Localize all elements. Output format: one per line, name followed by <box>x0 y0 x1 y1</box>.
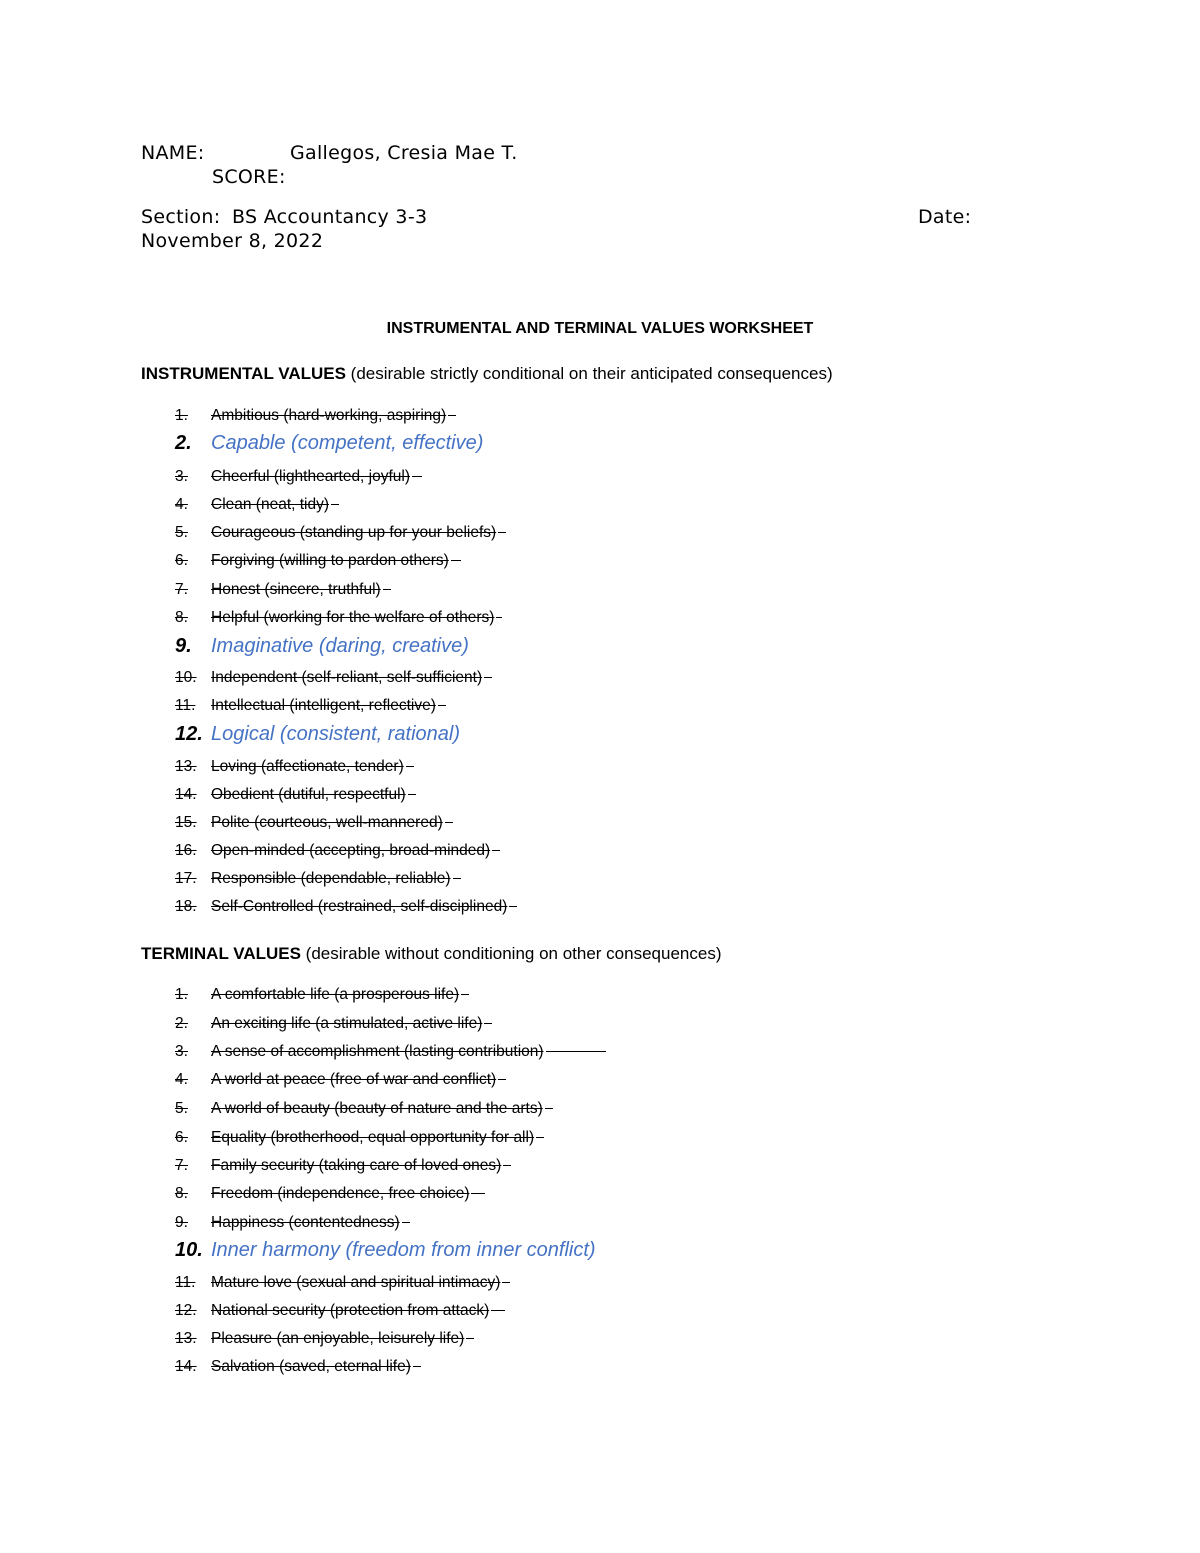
instrumental-description: (desirable strictly conditional on their anticipated consequences) <box>345 364 833 383</box>
terminal-value-item <box>175 1358 421 1376</box>
item-number: 16. <box>175 842 197 859</box>
item-number: 8. <box>175 609 188 626</box>
instrumental-heading <box>141 364 833 384</box>
strike-tail-line <box>484 1023 492 1024</box>
struck-value-text: Family security (taking care of loved ones) <box>211 1157 502 1174</box>
strike-tail-line <box>406 766 414 767</box>
terminal-value-item <box>175 1157 511 1175</box>
struck-value-text: Helpful (working for the welfare of others) <box>211 609 495 626</box>
struck-value-text: An exciting life (a stimulated, active life) <box>211 1015 483 1032</box>
struck-value-text: Intellectual (intelligent, reflective) <box>211 697 436 714</box>
date-value: November 8, 2022 <box>141 230 324 252</box>
item-number: 7. <box>175 581 188 598</box>
instrumental-value-item <box>175 432 483 455</box>
strike-tail-line <box>412 476 422 477</box>
instrumental-value-item <box>175 786 416 804</box>
item-number: 4. <box>175 496 188 513</box>
strike-tail-line <box>383 589 391 590</box>
instrumental-value-item <box>175 581 391 599</box>
terminal-value-item <box>175 1015 492 1033</box>
item-number: 2. <box>175 1015 188 1032</box>
terminal-value-item <box>175 1043 606 1061</box>
item-number: 5. <box>175 524 188 541</box>
struck-value-text: Happiness (contentedness) <box>211 1214 400 1231</box>
strike-tail-line <box>331 504 339 505</box>
strike-tail-line <box>408 794 416 795</box>
item-number: 15. <box>175 814 197 831</box>
item-number: 12. <box>175 1302 197 1319</box>
instrumental-value-item <box>175 635 469 658</box>
terminal-value-item <box>175 1129 544 1147</box>
item-number: 5. <box>175 1100 188 1117</box>
strike-tail-line <box>503 1165 511 1166</box>
instrumental-value-item <box>175 723 460 746</box>
struck-value-text: Forgiving (willing to pardon others) <box>211 552 449 569</box>
instrumental-value-item <box>175 524 506 542</box>
selected-value-text: Capable (competent, effective) <box>211 432 484 454</box>
instrumental-value-item <box>175 697 446 715</box>
strike-tail-line <box>496 617 502 618</box>
struck-value-text: Obedient (dutiful, respectful) <box>211 786 406 803</box>
struck-value-text: A world at peace (free of war and conflict) <box>211 1071 497 1088</box>
strike-tail-line <box>492 850 500 851</box>
instrumental-value-item <box>175 898 517 916</box>
strike-tail-line <box>451 560 461 561</box>
struck-value-text: Responsible (dependable, reliable) <box>211 870 451 887</box>
struck-value-text: Salvation (saved, eternal life) <box>211 1358 411 1375</box>
name-label: NAME: <box>141 142 205 164</box>
instrumental-value-item <box>175 870 461 888</box>
item-number: 18. <box>175 898 197 915</box>
terminal-value-item <box>175 1330 474 1348</box>
strike-tail-line <box>448 415 456 416</box>
item-number: 17. <box>175 870 197 887</box>
strike-tail-line <box>461 994 469 995</box>
struck-value-text: Polite (courteous, well-mannered) <box>211 814 443 831</box>
terminal-value-item <box>175 1274 510 1292</box>
selected-value-text: Logical (consistent, rational) <box>211 723 461 745</box>
struck-value-text: Courageous (standing up for your beliefs) <box>211 524 497 541</box>
terminal-value-item <box>175 1214 410 1232</box>
item-number: 13. <box>175 758 197 775</box>
instrumental-value-item <box>175 669 492 687</box>
terminal-heading-label: TERMINAL VALUES <box>141 944 301 963</box>
item-number: 11. <box>175 1274 196 1291</box>
strike-tail-line <box>545 1108 553 1109</box>
terminal-value-item <box>175 1100 553 1118</box>
strike-tail-line <box>484 677 492 678</box>
instrumental-value-item <box>175 468 422 486</box>
item-number: 4. <box>175 1071 188 1088</box>
strike-tail-line <box>498 1079 506 1080</box>
strike-tail-line <box>502 1282 510 1283</box>
strike-tail-line <box>413 1366 421 1367</box>
strike-tail-line <box>453 878 461 879</box>
struck-value-text: A sense of accomplishment (lasting contribution) <box>211 1043 544 1060</box>
terminal-value-item <box>175 1302 505 1320</box>
terminal-value-item <box>175 986 469 1004</box>
terminal-heading <box>141 944 721 964</box>
struck-value-text: A comfortable life (a prosperous life) <box>211 986 460 1003</box>
terminal-value-item <box>175 1239 596 1262</box>
section-label: Section: <box>141 206 221 228</box>
strike-tail-line <box>498 532 506 533</box>
strike-tail-line <box>445 822 453 823</box>
item-number: 10. <box>175 669 197 686</box>
struck-value-text: National security (protection from attack) <box>211 1302 490 1319</box>
instrumental-value-item <box>175 552 461 570</box>
selected-value-text: Imaginative (daring, creative) <box>211 635 469 657</box>
selected-value-text: Inner harmony (freedom from inner conflict) <box>211 1239 596 1261</box>
struck-value-text: Honest (sincere, truthful) <box>211 581 381 598</box>
item-number: 2. <box>175 432 192 454</box>
instrumental-value-item <box>175 609 502 627</box>
item-number: 6. <box>175 552 188 569</box>
section-value: BS Accountancy 3-3 <box>232 206 428 228</box>
item-number: 13. <box>175 1330 197 1347</box>
struck-value-text: Equality (brotherhood, equal opportunity for all) <box>211 1129 535 1146</box>
terminal-value-item <box>175 1071 506 1089</box>
item-number: 6. <box>175 1129 188 1146</box>
item-number: 3. <box>175 1043 188 1060</box>
strike-tail-line <box>491 1310 505 1311</box>
strike-tail-line <box>509 906 517 907</box>
name-value: Gallegos, Cresia Mae T. <box>290 142 518 164</box>
strike-tail-line <box>546 1051 606 1052</box>
terminal-description: (desirable without conditioning on other consequences) <box>300 944 722 963</box>
terminal-value-item <box>175 1185 485 1203</box>
struck-value-text: Clean (neat, tidy) <box>211 496 330 513</box>
date-label: Date: <box>918 206 972 228</box>
item-number: 12. <box>175 723 203 745</box>
item-number: 8. <box>175 1185 188 1202</box>
strike-tail-line <box>471 1193 485 1194</box>
struck-value-text: A world of beauty (beauty of nature and the arts) <box>211 1100 543 1117</box>
struck-value-text: Independent (self-reliant, self-sufficient) <box>211 669 483 686</box>
instrumental-value-item <box>175 758 414 776</box>
struck-value-text: Pleasure (an enjoyable, leisurely life) <box>211 1330 465 1347</box>
instrumental-value-item <box>175 407 456 425</box>
item-number: 14. <box>175 786 197 803</box>
item-number: 9. <box>175 635 192 657</box>
item-number: 3. <box>175 468 188 485</box>
instrumental-value-item <box>175 814 453 832</box>
item-number: 10. <box>175 1239 203 1261</box>
struck-value-text: Open-minded (accepting, broad-minded) <box>211 842 491 859</box>
item-number: 1. <box>175 986 188 1003</box>
strike-tail-line <box>402 1222 410 1223</box>
struck-value-text: Self-Controlled (restrained, self-disciplined) <box>211 898 508 915</box>
score-label: SCORE: <box>212 166 286 188</box>
struck-value-text: Loving (affectionate, tender) <box>211 758 404 775</box>
item-number: 1. <box>175 407 188 424</box>
item-number: 7. <box>175 1157 188 1174</box>
worksheet-title: INSTRUMENTAL AND TERMINAL VALUES WORKSHEET <box>386 320 814 337</box>
struck-value-text: Ambitious (hard-working, aspiring) <box>211 407 447 424</box>
instrumental-heading-label: INSTRUMENTAL VALUES <box>141 364 346 383</box>
struck-value-text: Freedom (independence, free choice) <box>211 1185 470 1202</box>
item-number: 11. <box>175 697 196 714</box>
instrumental-value-item <box>175 842 500 860</box>
strike-tail-line <box>466 1338 474 1339</box>
item-number: 14. <box>175 1358 197 1375</box>
strike-tail-line <box>438 705 446 706</box>
strike-tail-line <box>536 1137 544 1138</box>
instrumental-value-item <box>175 496 339 514</box>
item-number: 9. <box>175 1214 188 1231</box>
struck-value-text: Mature love (sexual and spiritual intimacy) <box>211 1274 501 1291</box>
struck-value-text: Cheerful (lighthearted, joyful) <box>211 468 411 485</box>
